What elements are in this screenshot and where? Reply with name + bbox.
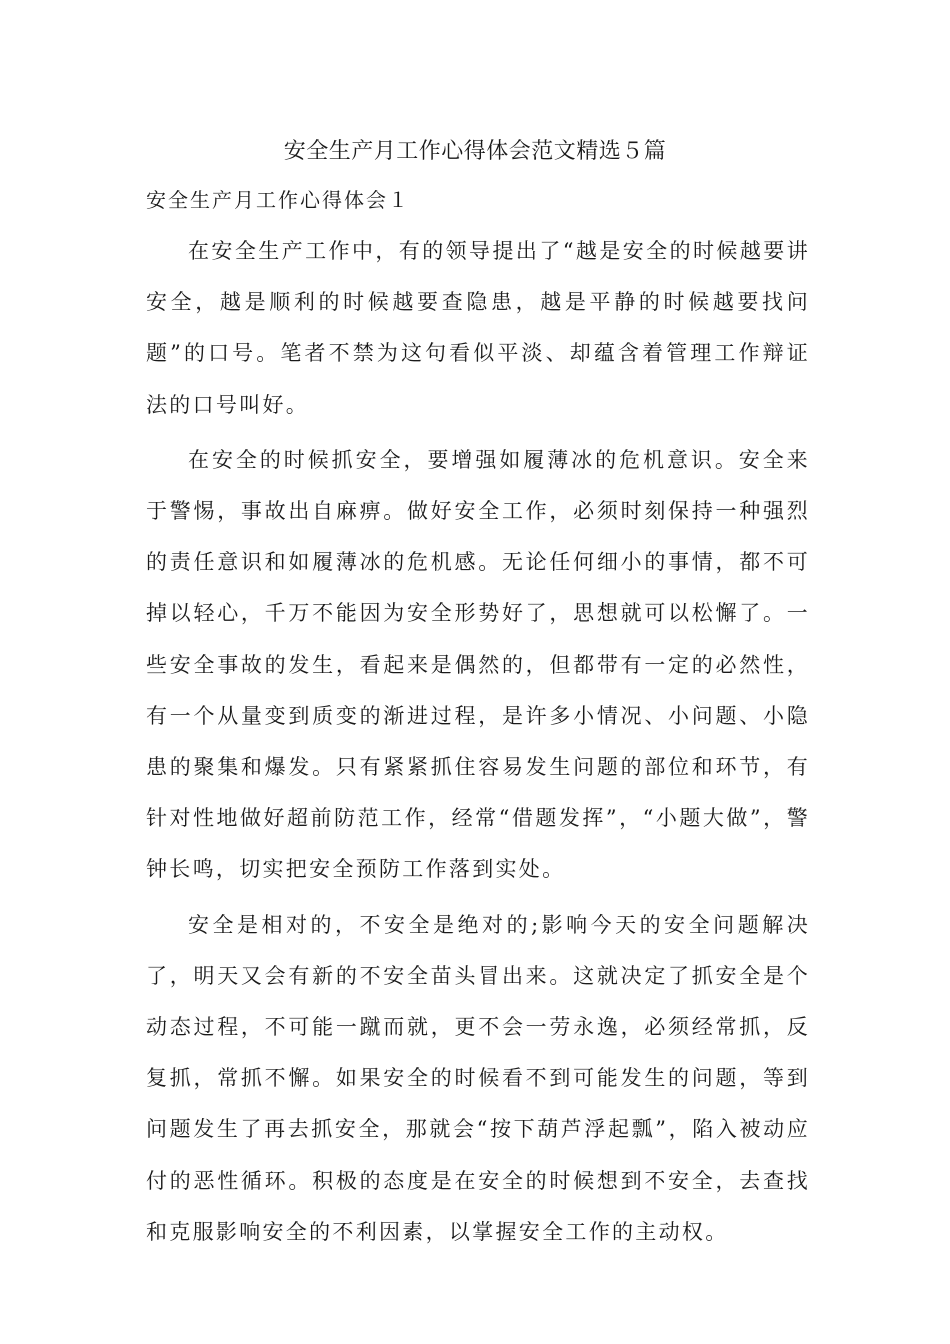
paragraph-2: 在安全的时候抓安全，要增强如履薄冰的危机意识。安全来于警惕，事故出自麻痹。做好安全工作，必须时刻保持一种强烈的责任意识和如履薄冰的危机感。无论任何细小的事情，都不可掉以轻心，千万不能因为安全形势好了，思想就可以松懈了。一些安全事故的发生，看起来是偶然的，但都带有一定的必然性，有一个从量变到质变的渐进过程，是许多小情况、小问题、小隐患的聚集和爆发。只有紧紧抓住容易发生问题的部位和环节，有针对性地做好超前防范工作，经常“借题发挥”，“小题大做”，警钟长鸣，切实把安全预防工作落到实处。 bbox=[146, 447, 810, 882]
paragraph-1: 在安全生产工作中，有的领导提出了“越是安全的时候越要讲安全，越是顺利的时候越要查隐患，越是平静的时候越要找问题”的口号。笔者不禁为这句看似平淡、却蕴含着管理工作辩证法的口号叫好。 bbox=[146, 239, 810, 417]
section-heading: 安全生产月工作心得体会１ bbox=[146, 188, 410, 212]
document-body bbox=[146, 226, 810, 1258]
paragraph-3: 安全是相对的，不安全是绝对的;影响今天的安全问题解决了，明天又会有新的不安全苗头冒出来。这就决定了抓安全是个动态过程，不可能一蹴而就，更不会一劳永逸，必须经常抓，反复抓，常抓不懈。如果安全的时候看不到可能发生的问题，等到问题发生了再去抓安全，那就会“按下葫芦浮起瓢”，陷入被动应付的恶性循环。积极的态度是在安全的时候想到不安全，去查找和克服影响安全的不利因素，以掌握安全工作的主动权。 bbox=[146, 912, 810, 1244]
document-title: 安全生产月工作心得体会范文精选５篇 bbox=[283, 139, 667, 164]
